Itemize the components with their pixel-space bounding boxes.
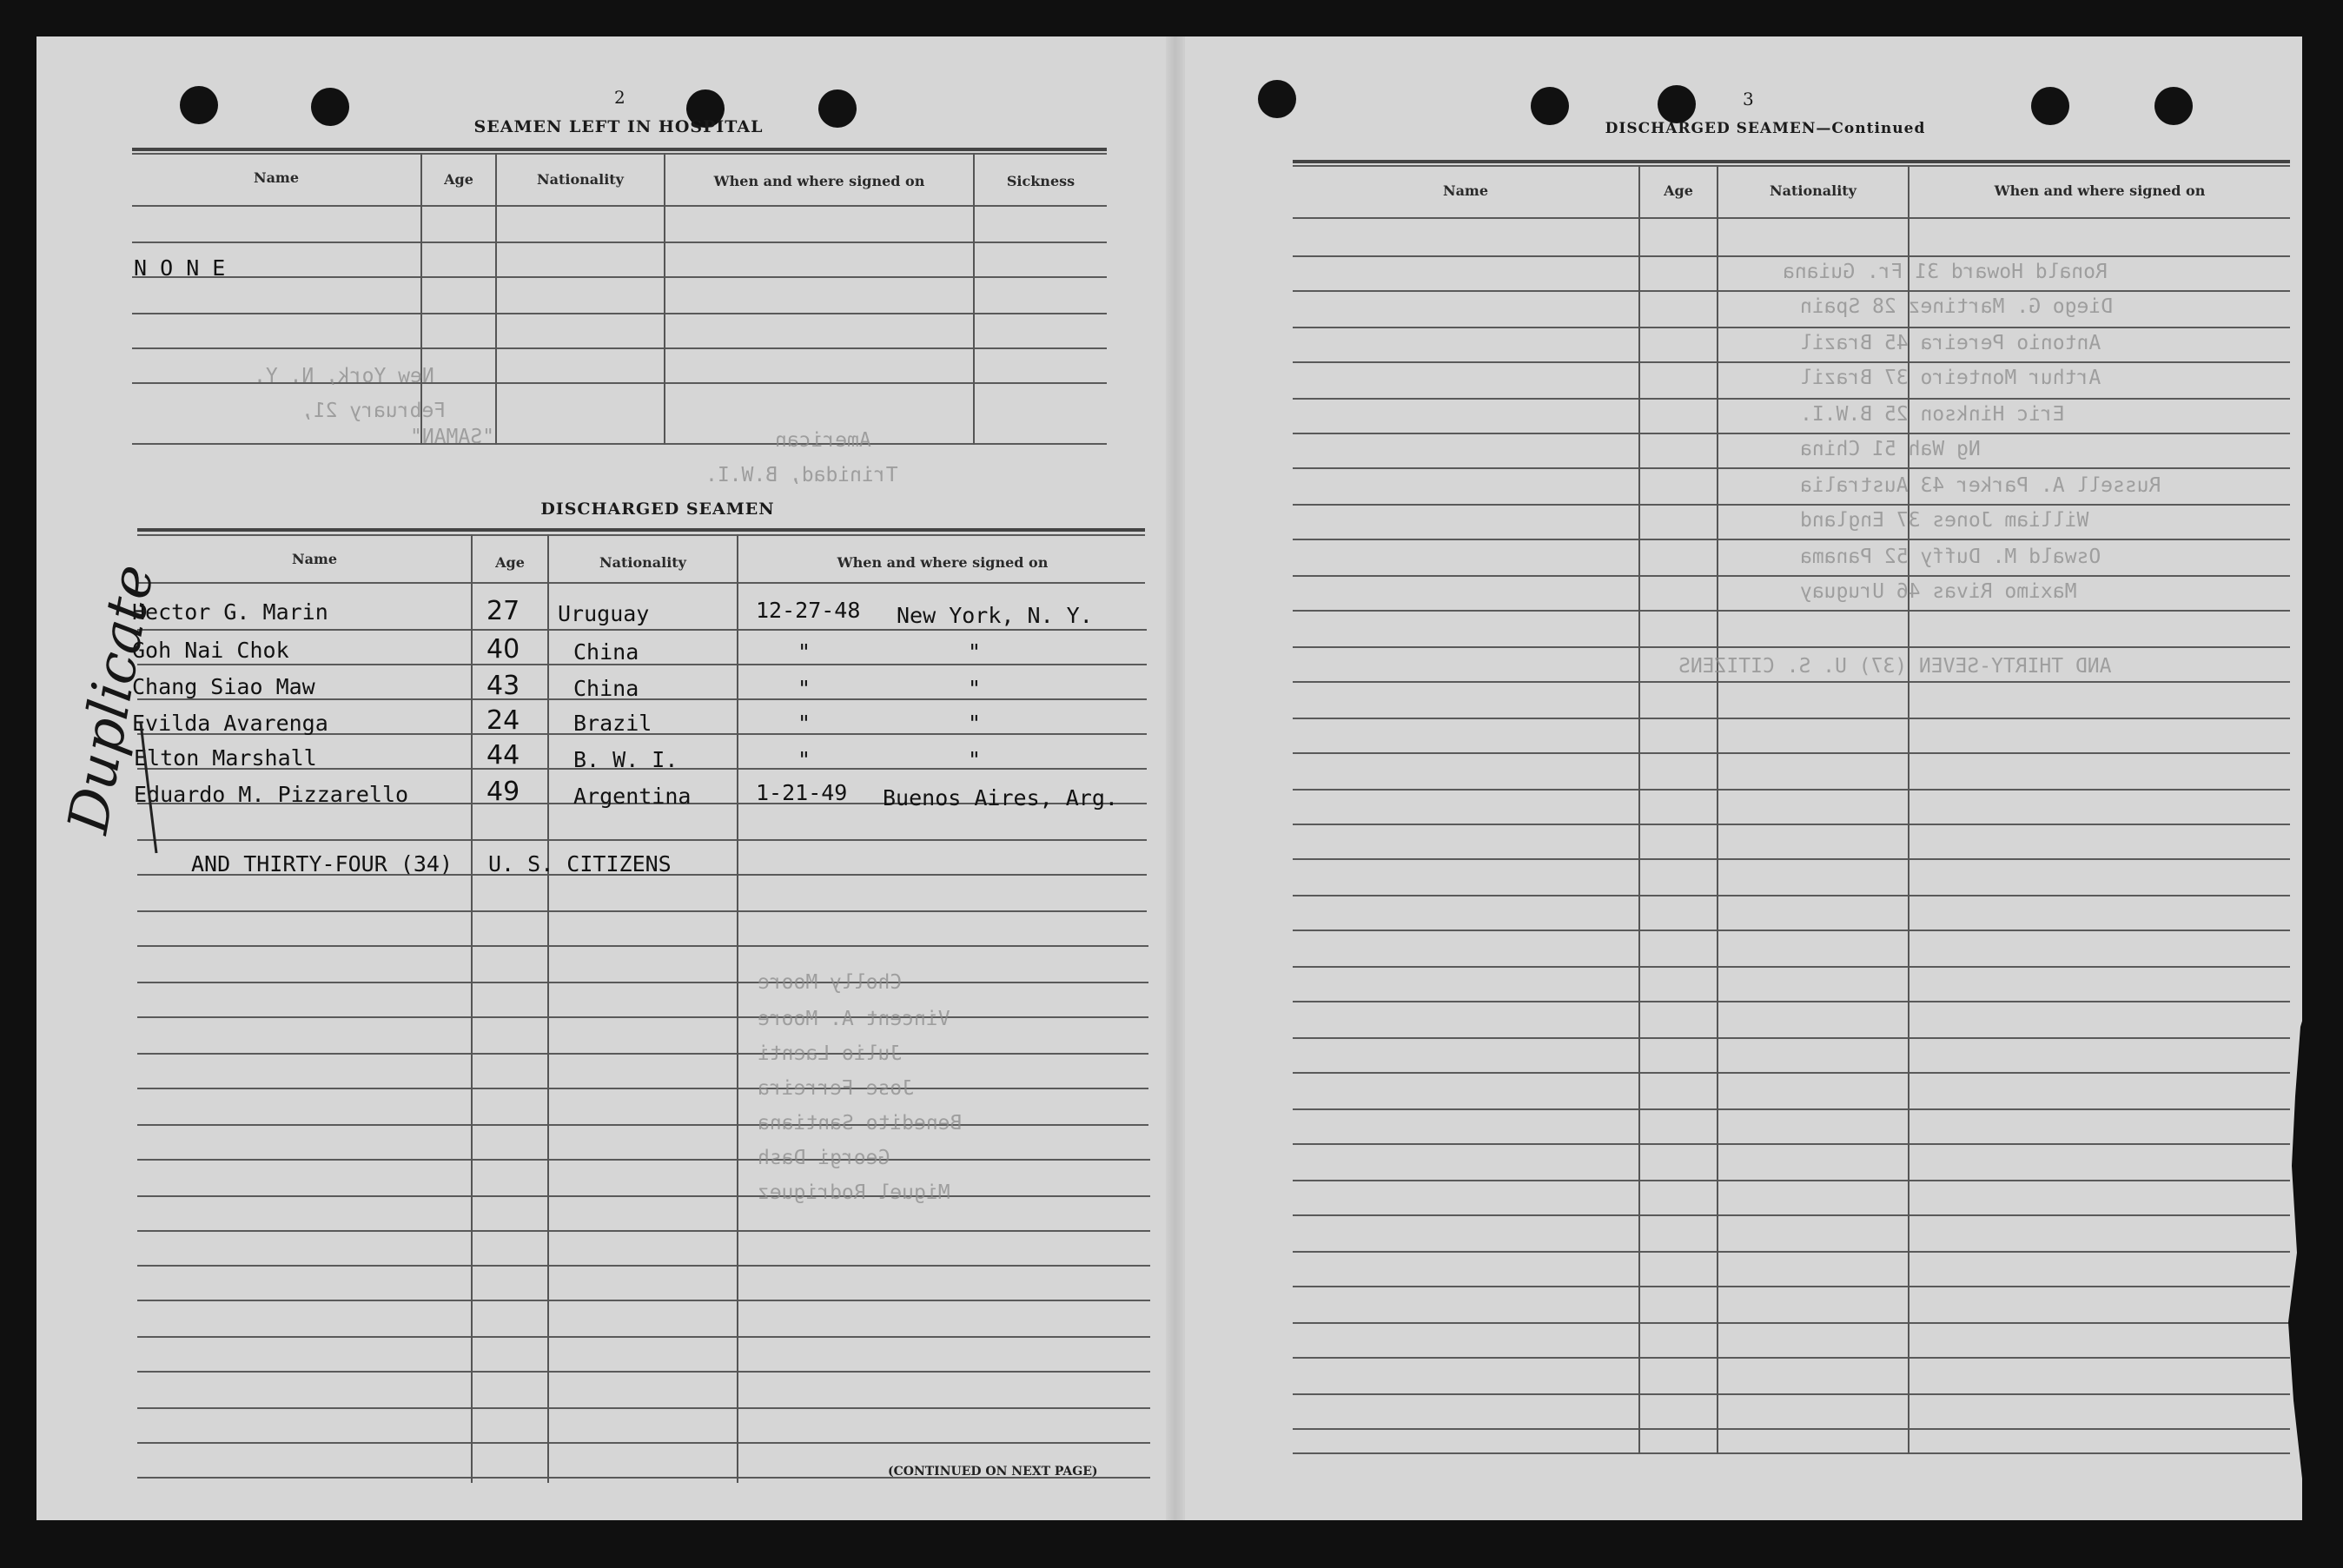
- show-through-text: American: [775, 429, 871, 452]
- show-through-text: Jose Ferreira: [758, 1077, 915, 1100]
- seaman-nationality: Argentina: [573, 784, 692, 809]
- punch-hole: [818, 89, 857, 128]
- table-rule: [132, 205, 1107, 207]
- table-rule: [1293, 539, 2290, 540]
- table-rule: [1293, 1251, 2290, 1253]
- show-through-text: Ronald Howard 31 Fr. Guiana: [1783, 261, 2108, 283]
- column-header-nationality: Nationality: [537, 171, 624, 188]
- show-through-text: William Jones 37 England: [1800, 509, 2089, 532]
- table-rule: [1293, 255, 2290, 257]
- signed-on-place: ": [968, 711, 982, 736]
- table-rule: [1293, 789, 2290, 791]
- table-rule: [137, 982, 1148, 983]
- column-divider: [1717, 165, 1718, 1454]
- table-rule: [1293, 1001, 2290, 1002]
- seaman-age: 43: [486, 671, 520, 701]
- table-rule: [1293, 160, 2290, 163]
- column-divider: [471, 534, 473, 1483]
- punch-hole: [2031, 87, 2069, 125]
- seaman-name: Goh Nai Chok: [132, 638, 289, 663]
- show-through-text: Antonio Pereira 45 Brazil: [1800, 332, 2101, 354]
- table-rule: [1293, 681, 2290, 683]
- show-through-text: Georgi Dash: [758, 1147, 890, 1169]
- table-rule: [1293, 1393, 2290, 1395]
- show-through-text: February 21,: [301, 400, 447, 422]
- table-rule: [1293, 467, 2290, 469]
- table-rule: [1293, 1428, 2290, 1430]
- seaman-nationality: B. W. I.: [573, 747, 678, 772]
- table-rule: [137, 839, 1147, 841]
- seaman-nationality: Brazil: [573, 711, 652, 736]
- column-header-signed-on: When and where signed on: [837, 554, 1049, 571]
- signed-on-place: ": [968, 639, 982, 665]
- table-rule: [137, 629, 1147, 631]
- table-rule: [1293, 398, 2290, 400]
- table-rule: [1293, 895, 2290, 896]
- discharged-section-title: DISCHARGED SEAMEN: [540, 500, 775, 519]
- signed-on-date: ": [798, 747, 811, 772]
- seaman-name: Eduardo M. Pizzarello: [134, 782, 409, 807]
- table-rule: [132, 276, 1107, 278]
- column-header-signed-on: When and where signed on: [1994, 182, 2206, 199]
- table-rule: [1293, 1143, 2290, 1145]
- seaman-age: 27: [486, 596, 520, 626]
- show-through-text: Julio Laenti: [758, 1042, 903, 1065]
- continued-section-title: DISCHARGED SEAMEN—Continued: [1605, 120, 1926, 137]
- punch-hole: [311, 88, 349, 126]
- table-rule: [1293, 824, 2290, 825]
- column-header-signed-on: When and where signed on: [713, 173, 925, 189]
- seaman-name: Chang Siao Maw: [132, 674, 315, 699]
- handwritten-margin-note: [54, 506, 175, 870]
- column-divider: [495, 153, 497, 445]
- table-rule: [1293, 290, 2290, 292]
- table-rule: [1293, 1108, 2290, 1110]
- table-rule: [1293, 504, 2290, 506]
- show-through-text: AND THIRTY-SEVEN (37) U. S. CITIZENS: [1678, 655, 2112, 678]
- table-rule: [1293, 1286, 2290, 1287]
- seaman-nationality: Uruguay: [558, 601, 650, 626]
- punch-hole: [2154, 87, 2193, 125]
- table-rule: [1293, 1072, 2290, 1074]
- table-rule: [1293, 646, 2290, 648]
- column-divider: [664, 153, 665, 445]
- show-through-text: Miguel Rodriguez: [758, 1181, 950, 1204]
- punch-hole: [180, 86, 218, 124]
- show-through-text: Maximo Rivas 46 Uruguay: [1800, 580, 2077, 603]
- table-rule: [132, 347, 1107, 349]
- column-header-name: Name: [253, 169, 300, 186]
- table-rule: [132, 443, 1107, 445]
- hospital-entry: N O N E: [134, 255, 226, 281]
- table-rule: [137, 534, 1145, 536]
- column-header-nationality: Nationality: [599, 554, 686, 571]
- seaman-nationality: China: [573, 676, 639, 701]
- table-rule: [1293, 858, 2290, 860]
- show-through-text: Ng Wah 51 China: [1800, 438, 1981, 460]
- table-rule: [1293, 1452, 2290, 1454]
- table-rule: [1293, 327, 2290, 328]
- table-rule: [137, 945, 1148, 947]
- signed-on-place: New York, N. Y.: [897, 603, 1093, 628]
- table-rule: [132, 153, 1107, 155]
- column-header-age: Age: [444, 171, 473, 188]
- column-header-sickness: Sickness: [1006, 173, 1076, 189]
- table-rule: [137, 1300, 1150, 1301]
- table-rule: [132, 148, 1107, 151]
- column-header-name: Name: [291, 551, 338, 567]
- table-rule: [137, 528, 1145, 532]
- show-through-text: Vincent A. Moore: [758, 1008, 950, 1030]
- table-rule: [137, 1442, 1150, 1444]
- show-through-text: New York, N. Y.: [254, 365, 434, 387]
- table-rule: [137, 1195, 1150, 1197]
- signed-on-place: Buenos Aires, Arg.: [883, 785, 1118, 810]
- column-divider: [547, 534, 549, 1483]
- show-through-text: Benedito Santiana: [758, 1112, 963, 1135]
- seaman-name: Evilda Avarenga: [132, 711, 328, 736]
- left-page: [36, 36, 1175, 1520]
- show-through-text: Russell A. Parker 43 Australia: [1800, 474, 2161, 497]
- table-rule: [132, 241, 1107, 243]
- column-divider: [1908, 165, 1909, 1454]
- table-rule: [137, 1265, 1150, 1267]
- table-rule: [1293, 1357, 2290, 1359]
- page-number: 2: [614, 87, 625, 108]
- table-rule: [1293, 966, 2290, 968]
- torn-edge: [2276, 992, 2311, 1479]
- column-header-nationality: Nationality: [1770, 182, 1857, 199]
- table-rule: [1293, 1322, 2290, 1324]
- signed-on-date: ": [798, 711, 811, 736]
- table-rule: [1293, 575, 2290, 577]
- table-rule: [1293, 1037, 2290, 1039]
- table-rule: [132, 313, 1107, 314]
- signed-on-date: 12-27-48: [756, 598, 861, 623]
- table-rule: [1293, 752, 2290, 754]
- signed-on-place: ": [968, 747, 982, 772]
- table-rule: [137, 582, 1145, 584]
- table-rule: [137, 1407, 1150, 1409]
- signed-on-date: ": [798, 676, 811, 701]
- table-rule: [137, 1336, 1150, 1338]
- seaman-name: Hector G. Marin: [132, 599, 328, 625]
- table-rule: [137, 1159, 1150, 1161]
- column-header-age: Age: [1664, 182, 1693, 199]
- show-through-text: Arthur Monteiro 37 Brazil: [1800, 367, 2101, 389]
- punch-hole: [1258, 80, 1296, 118]
- table-rule: [137, 1124, 1148, 1126]
- seaman-name: Elton Marshall: [134, 745, 317, 771]
- seaman-nationality: China: [573, 639, 639, 665]
- show-through-text: "SAMAN": [410, 426, 494, 448]
- table-rule: [137, 1016, 1148, 1018]
- right-page: [1175, 36, 2302, 1520]
- column-divider: [1638, 165, 1640, 1454]
- column-header-name: Name: [1442, 182, 1489, 199]
- table-rule: [1293, 930, 2290, 931]
- table-rule: [1293, 217, 2290, 219]
- table-rule: [1293, 1214, 2290, 1216]
- table-rule: [137, 1088, 1148, 1089]
- seaman-age: 40: [486, 634, 520, 665]
- show-through-text: Cholly Moore: [758, 971, 903, 994]
- punch-hole: [1658, 85, 1696, 123]
- us-citizens-summary: AND THIRTY-FOUR (34): [191, 851, 453, 877]
- signed-on-date: ": [798, 639, 811, 665]
- table-rule: [137, 664, 1147, 665]
- table-rule: [1293, 718, 2290, 719]
- us-citizens-summary-suffix: U. S. CITIZENS: [488, 851, 672, 877]
- show-through-text: Diego G. Martinez 28 Spain: [1800, 295, 2114, 318]
- table-rule: [137, 1371, 1150, 1373]
- table-rule: [1293, 610, 2290, 612]
- column-divider: [973, 153, 975, 445]
- table-rule: [1293, 165, 2290, 167]
- margin-note-text: Duplicate: [56, 559, 167, 838]
- signed-on-place: ": [968, 676, 982, 701]
- column-header-age: Age: [495, 554, 525, 571]
- table-rule: [137, 910, 1147, 912]
- table-rule: [137, 1053, 1148, 1055]
- show-through-text: Eric Hinkson 25 B.W.I.: [1800, 403, 2065, 426]
- seaman-age: 24: [486, 705, 520, 736]
- document-sheet: [36, 36, 2302, 1520]
- table-rule: [1293, 1180, 2290, 1181]
- hospital-section-title: SEAMEN LEFT IN HOSPITAL: [473, 117, 764, 136]
- table-rule: [137, 1230, 1150, 1232]
- page-number: 3: [1743, 89, 1754, 109]
- signed-on-date: 1-21-49: [756, 780, 848, 805]
- seaman-age: 44: [486, 740, 520, 771]
- seaman-age: 49: [486, 777, 520, 807]
- show-through-text: Trinidad, B.W.I.: [705, 464, 898, 486]
- table-rule: [1293, 361, 2290, 363]
- show-through-text: Oswald M. Duffy 52 Panama: [1800, 546, 2101, 568]
- continued-footer: (CONTINUED ON NEXT PAGE): [888, 1465, 1098, 1479]
- column-divider: [737, 534, 738, 1483]
- table-rule: [1293, 433, 2290, 434]
